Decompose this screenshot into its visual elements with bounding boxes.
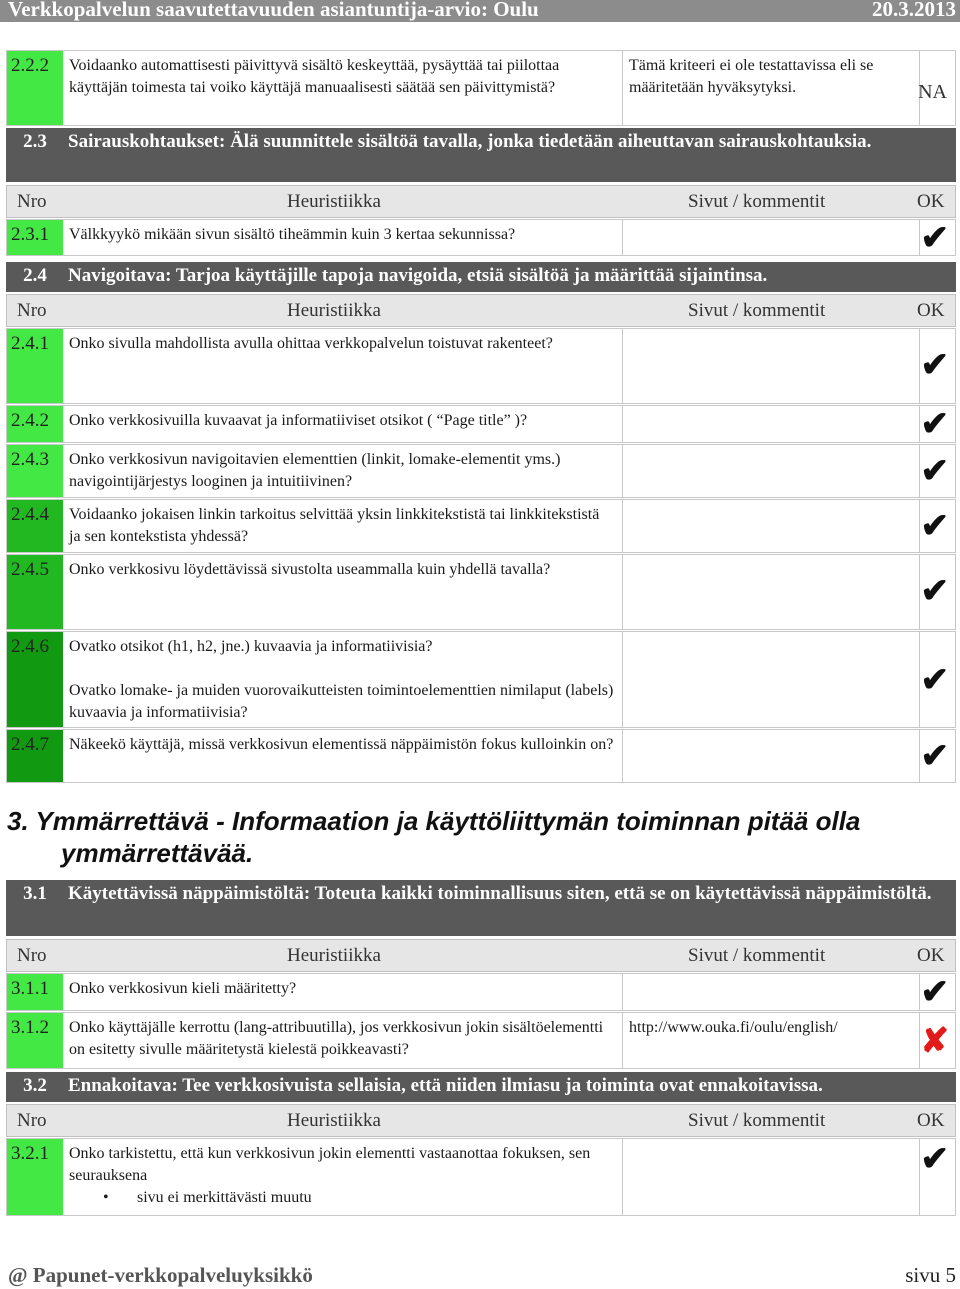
criterion-number: 2.4.6 [7,632,63,727]
criterion-row-2-4-6 [6,631,956,728]
criterion-row-2-4-5 [6,554,956,630]
section-bar-2-4 [6,262,956,292]
chapter-heading-line-1: 3. Ymmärrettävä - Informaation ja käyttöliittymän toiminnan pitää olla [7,806,861,836]
criterion-question: Voidaanko automattisesti päivittyvä sisältö keskeyttää, pysäyttää tai piilottaa käyttäjän toimesta tai voiko käyttäjä manuaalisesti säätää sen päivittymistä? [69,57,560,96]
check-icon: ✔ [920,406,949,443]
check-icon: ✔ [920,974,949,1011]
criterion-row-2-4-4 [6,499,956,553]
section-number: 2.4 [23,265,47,286]
comment-url: http://www.ouka.fi/oulu/english/ [629,1019,838,1036]
criterion-number: 2.4.2 [7,406,63,442]
criterion-number: 2.2.2 [7,51,63,125]
column-header-row [6,1104,956,1137]
criterion-row-2-2-2 [6,50,956,126]
check-icon: ✔ [920,738,949,775]
criterion-row-3-1-2 [6,1012,956,1069]
chapter-heading [7,805,860,869]
col-nro: Nro [17,300,47,321]
criterion-comment [622,632,920,727]
col-heuristiikka: Heuristiikka [287,945,381,966]
criterion-question: Näkeekö käyttäjä, missä verkkosivun elementissä näppäimistön fokus kulloinkin on? [69,736,614,753]
criterion-row-3-2-1 [6,1138,956,1216]
col-kommentit: Sivut / kommentit [688,945,826,966]
criterion-row-2-4-7 [6,729,956,783]
section-title: Sairauskohtaukset: Älä suunnittele sisältöä tavalla, jonka tiedetään aiheuttavan sairauskohtauksia. [68,131,872,152]
criterion-row-2-3-1 [6,219,956,256]
criterion-comment [622,220,920,255]
question-part-1: Ovatko otsikot (h1, h2, jne.) kuvaavia ja informatiivisia? [69,638,433,655]
na-mark: NA [918,81,947,103]
bullet-icon: • [103,1189,109,1206]
document-title: Verkkopalvelun saavutettavuuden asiantuntija-arvio: Oulu [8,0,539,21]
criterion-comment [622,500,920,552]
criterion-comment [622,974,920,1010]
check-icon: ✔ [920,1141,949,1178]
criterion-question: Onko verkkosivun navigoitavien elementtien (linkit, lomake-elementit yms.) navigointijärjestys looginen ja intuitiivinen? [69,451,561,490]
criterion-question: Onko verkkosivun kieli määritetty? [69,980,297,997]
criterion-number: 3.2.1 [7,1139,63,1215]
bullet-text: sivu ei merkittävästi muutu [137,1189,312,1206]
chapter-heading-line-2: ymmärrettävää. [61,838,254,868]
bullet-item [69,1187,614,1209]
section-title: Navigoitava: Tarjoa käyttäjille tapoja navigoida, etsiä sisältöä ja määrittää sijaintinsa. [68,265,768,286]
col-ok: OK [917,300,945,321]
col-nro: Nro [17,945,47,966]
question-part-2: Ovatko lomake- ja muiden vuorovaikutteisten toimintoelementtien nimilaput (labels) kuvaavia ja informatiivisia? [69,682,614,721]
criterion-question: Onko sivulla mahdollista avulla ohittaa verkkopalvelun toistuvat rakenteet? [69,335,553,352]
criterion-question [69,1143,614,1209]
section-bar-2-3 [6,128,956,182]
section-number: 2.3 [23,131,47,152]
criterion-comment [622,1013,920,1068]
col-ok: OK [917,1110,945,1131]
footer-left: @ Papunet-verkkopalveluyksikkö [8,1263,313,1287]
criterion-question: Välkkyykö mikään sivun sisältö tiheämmin kuin 3 kertaa sekunnissa? [69,226,516,243]
check-icon: ✔ [920,573,949,610]
criterion-comment [622,329,920,403]
criterion-row-2-4-1 [6,328,956,404]
col-kommentit: Sivut / kommentit [688,300,826,321]
section-title: Ennakoitava: Tee verkkosivuista sellaisia, että niiden ilmiasu ja toiminta ovat ennakoitavissa. [68,1075,823,1096]
criterion-comment [622,555,920,629]
criterion-row-2-4-3 [6,444,956,498]
section-number: 3.1 [23,883,47,904]
check-icon: ✔ [920,453,949,490]
criterion-comment: Tämä kriteeri ei ole testattavissa eli se määritetään hyväksytyksi. [622,51,920,125]
criterion-comment [622,1139,920,1215]
criterion-number: 3.1.1 [7,974,63,1010]
column-header-row [6,185,956,218]
criterion-number: 2.4.1 [7,329,63,403]
criterion-comment [622,445,920,497]
column-header-row [6,294,956,327]
col-heuristiikka: Heuristiikka [287,300,381,321]
criterion-number: 2.3.1 [7,220,63,255]
criterion-question: Voidaanko jokaisen linkin tarkoitus selvittää yksin linkkitekstistä tai linkkitekstistä ja sen kontekstista yhdessä? [69,506,600,545]
criterion-question [69,636,614,724]
section-bar-3-1 [6,880,956,936]
criterion-question: Onko verkkosivu löydettävissä sivustolta useammalla kuin yhdellä tavalla? [69,561,551,578]
column-header-row [6,939,956,972]
criterion-question: Onko verkkosivuilla kuvaavat ja informatiiviset otsikot ( “Page title” )? [69,412,528,429]
col-heuristiikka: Heuristiikka [287,1110,381,1131]
criterion-comment [622,406,920,442]
criterion-row-3-1-1 [6,973,956,1011]
col-ok: OK [917,191,945,212]
col-nro: Nro [17,1110,47,1131]
page-number: sivu 5 [905,1263,956,1287]
col-kommentit: Sivut / kommentit [688,191,826,212]
check-icon: ✔ [920,347,949,384]
criterion-number: 3.1.2 [7,1013,63,1068]
criterion-number: 2.4.4 [7,500,63,552]
criterion-number: 2.4.7 [7,730,63,782]
col-kommentit: Sivut / kommentit [688,1110,826,1131]
criterion-comment [622,730,920,782]
criterion-number: 2.4.3 [7,445,63,497]
col-nro: Nro [17,191,47,212]
section-title: Käytettävissä näppäimistöltä: Toteuta kaikki toiminnallisuus siten, että se on käytettävissä näppäimistöltä. [68,883,932,904]
criterion-row-2-4-2 [6,405,956,443]
criterion-question: Onko käyttäjälle kerrottu (lang-attribuutilla), jos verkkosivun jokin sisältöelementti on esitetty sivulle määritetystä kielestä poikkeavasti? [69,1019,604,1058]
check-icon: ✔ [920,662,949,699]
cross-icon: ✘ [920,1023,949,1060]
check-icon: ✔ [920,220,949,257]
question-text: Onko tarkistettu, että kun verkkosivun jokin elementti vastaanottaa fokuksen, sen seurauksena [69,1145,591,1184]
page-header [0,0,960,22]
document-date: 20.3.2013 [872,0,956,21]
check-icon: ✔ [920,508,949,545]
criterion-number: 2.4.5 [7,555,63,629]
col-heuristiikka: Heuristiikka [287,191,381,212]
col-ok: OK [917,945,945,966]
section-number: 3.2 [23,1075,47,1096]
section-bar-3-2 [6,1072,956,1102]
